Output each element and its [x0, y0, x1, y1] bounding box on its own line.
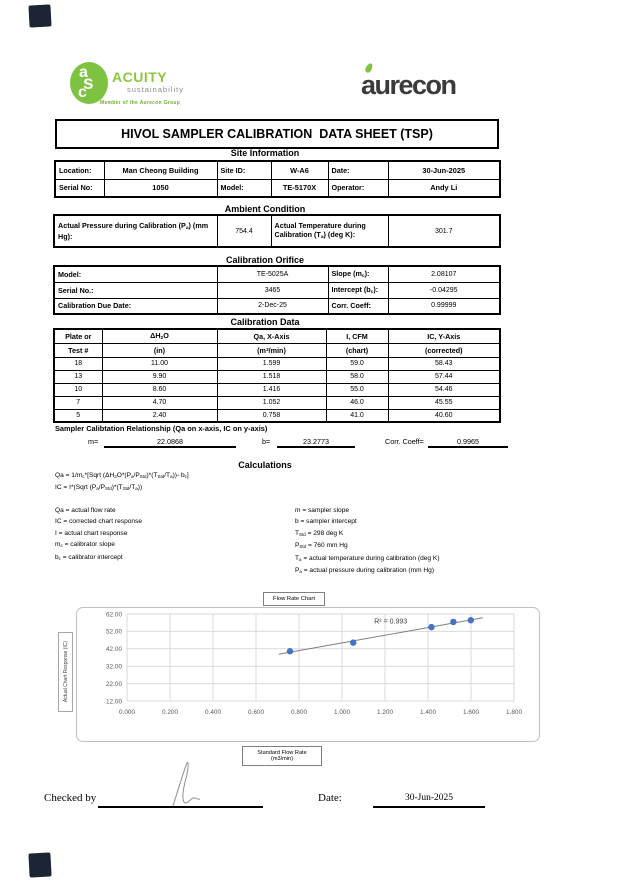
site-id-label: Site ID: — [217, 161, 271, 179]
slope-value: 2.08107 — [388, 266, 500, 282]
svg-text:R² = 0.993: R² = 0.993 — [374, 618, 408, 626]
definition-line: $P_{Std} = 760$ mm Hg — [295, 542, 348, 550]
svg-text:22.00: 22.00 — [106, 680, 122, 688]
table-header-row: Plate or $\Delta H_2O$ Qa, X-Axis I, CFM IC, Y-Axis — [54, 329, 500, 343]
standard-flow-rate-button[interactable] — [242, 746, 322, 766]
table-header-row: Test # (in) $(m^3/\min)$ (chart) (corrected) — [54, 343, 500, 357]
pressure-label: Actual Pressure during Calibration $(P_a)$ (mm Hg): — [54, 215, 217, 247]
flow-rate-chart-svg — [77, 608, 539, 741]
orifice-model-value: TE-5025A — [217, 266, 328, 282]
location-value: Man Cheong Building — [104, 161, 217, 179]
orifice-serial-label: Serial No.: — [54, 282, 217, 298]
acuity-logo-name: ACUITY — [112, 69, 168, 85]
aurecon-wordmark: aurecon — [361, 70, 456, 100]
qa-formula: $Qa = 1/m_c*[Sqrt$ $(\Delta H_2O*(P_a/P_{Std})*(T_{Std}/T_a))-$ $b_c$] — [55, 472, 189, 480]
table-row: 5 2.40 0.758 41.0 40.60 — [54, 409, 500, 422]
temperature-label: Actual Temperature during Calibration $(T_a)$ (deg K): — [271, 215, 388, 247]
sampler-corr-coeff-value: 0.9965 — [428, 437, 508, 448]
operator-label: Operator: — [328, 179, 388, 197]
flow-rate-chart-button[interactable] — [263, 592, 325, 606]
definition-line: I = actual chart response — [55, 529, 128, 537]
site-id-value: W-A6 — [271, 161, 328, 179]
table-row — [55, 161, 500, 179]
pressure-value: 754.4 — [217, 215, 271, 247]
operator-value: Andy Li — [388, 179, 500, 197]
page-title: HIVOL SAMPLER CALIBRATION DATA SHEET (TSP) — [121, 127, 433, 141]
acuity-monogram-a: a — [79, 64, 88, 81]
intercept-label: Intercept $(b_c)$: — [328, 282, 388, 298]
table-row: 13 9.90 1.518 58.0 57.44 — [54, 370, 500, 383]
svg-text:1.400: 1.400 — [420, 709, 436, 716]
corr-coeff-label: Corr. Coeff: — [328, 298, 388, 314]
definition-line: m = sampler slope — [295, 507, 350, 514]
acuity-logo-tagline: sustainability — [127, 85, 184, 94]
svg-text:0.600: 0.600 — [248, 709, 264, 716]
standard-flow-rate-label-line1: Standard Flow Rate — [257, 750, 307, 756]
svg-text:0.800: 0.800 — [291, 709, 307, 716]
serial-no-value: 1050 — [104, 179, 217, 197]
acuity-monogram-c: c — [78, 84, 87, 101]
orifice-model-label: Model: — [54, 266, 217, 282]
intercept-value: -0.04295 — [388, 282, 500, 298]
acuity-logo-circle — [70, 62, 108, 104]
ambient-condition-table — [53, 214, 501, 248]
definition-line: b = sampler intercept — [295, 518, 357, 526]
acuity-logo — [64, 58, 194, 110]
document-title-box — [55, 119, 499, 149]
sampler-corr-coeff-label: Corr. Coeff= — [385, 437, 424, 446]
definition-line: Qa = actual flow rate — [55, 507, 116, 514]
flow-rate-chart-panel — [76, 607, 540, 742]
definitions-left — [55, 505, 142, 564]
corr-coeff-value: 0.99999 — [388, 298, 500, 314]
calibration-due-date-label: Calibration Due Date: — [54, 298, 217, 314]
table-row — [54, 215, 500, 247]
m-value: 22.0868 — [104, 437, 236, 448]
checked-by-signature-line[interactable] — [98, 806, 263, 808]
definition-line: IC = corrected chart response — [55, 518, 143, 526]
page-corner-mark-bottom — [28, 852, 51, 877]
table-row — [54, 298, 500, 314]
table-row: 18 11.00 1.599 59.0 58.43 — [54, 357, 500, 370]
svg-text:1.800: 1.800 — [506, 709, 522, 716]
site-information-heading: Site Information — [230, 148, 300, 158]
svg-text:12.00: 12.00 — [106, 698, 122, 706]
b-label: b= — [262, 437, 271, 446]
ambient-condition-heading: Ambient Condition — [224, 204, 306, 214]
m-label: m= — [88, 437, 99, 446]
chart-y-axis-label-box — [58, 632, 73, 712]
definition-line: $b_c$ = calibrator intercept — [55, 553, 123, 561]
temperature-value: 301.7 — [388, 215, 500, 247]
definition-line: $m_c$ = calibrator slope — [55, 541, 115, 549]
orifice-serial-value: 3465 — [217, 282, 328, 298]
serial-no-label: Serial No: — [55, 179, 104, 197]
model-value: TE-5170X — [271, 179, 328, 197]
definition-line: $T_a$ = actual temperature during calibration (deg K) — [295, 554, 440, 562]
page-corner-mark-top — [28, 4, 51, 27]
sampler-relationship-heading: Sampler Calibtation Relationship (Qa on x-axis, IC on y-axis) — [55, 424, 268, 433]
table-row: 7 4.70 1.052 46.0 45.55 — [54, 396, 500, 409]
svg-text:1.600: 1.600 — [463, 709, 479, 716]
aurecon-logo — [360, 60, 470, 105]
footer-date-label: Date: — [318, 792, 342, 804]
site-information-table — [54, 160, 501, 198]
flow-rate-chart-button-label: Flow Rate Chart — [273, 596, 315, 602]
calibration-orifice-table — [53, 265, 501, 315]
table-row: 10 8.60 1.416 55.0 54.46 — [54, 383, 500, 396]
ic-formula: IC = I*(Sqrt $(P_a/P_{Std})*(T_{Std}/T_a)$) — [55, 484, 143, 492]
svg-text:62.00: 62.00 — [106, 611, 122, 619]
calibration-data-table — [53, 328, 501, 423]
definition-line: $P_a$ = actual pressure during calibration (mm Hg) — [295, 567, 435, 575]
svg-text:1.000: 1.000 — [334, 709, 350, 716]
table-row — [54, 266, 500, 282]
svg-text:52.00: 52.00 — [106, 628, 122, 636]
checked-by-label: Checked by — [44, 792, 97, 804]
standard-flow-rate-label-line2: (m3/min) — [270, 756, 294, 762]
b-value: 23.2773 — [277, 437, 355, 448]
svg-text:0.400: 0.400 — [205, 709, 221, 716]
date-label: Date: — [328, 161, 388, 179]
svg-text:32.00: 32.00 — [106, 663, 122, 671]
model-label: Model: — [217, 179, 271, 197]
chart-y-axis-label: Actual Chart Response (IC) — [62, 641, 69, 703]
slope-label: Slope $(m_c)$: — [328, 266, 388, 282]
svg-text:0.200: 0.200 — [162, 709, 178, 716]
svg-text:0.000: 0.000 — [119, 709, 135, 716]
svg-text:1.200: 1.200 — [377, 709, 393, 716]
acuity-logo-member-text: Member of the Aurecon Group — [100, 100, 181, 106]
calibration-data-heading: Calibration Data — [230, 317, 300, 327]
table-row — [55, 179, 500, 197]
calibration-data-body — [54, 357, 500, 422]
calculations-heading: Calculations — [238, 460, 292, 470]
date-value: 30-Jun-2025 — [388, 161, 500, 179]
calibration-orifice-heading: Calibration Orifice — [225, 255, 305, 265]
footer-date-line[interactable] — [373, 806, 485, 808]
signature-scribble — [170, 762, 210, 808]
calibration-due-date-value: 2-Dec-25 — [217, 298, 328, 314]
location-label: Location: — [55, 161, 104, 179]
footer-date-value: 30-Jun-2025 — [404, 793, 454, 803]
definitions-right — [295, 505, 440, 578]
table-row — [54, 282, 500, 298]
acuity-monogram-s: s — [83, 73, 94, 94]
svg-text:42.00: 42.00 — [106, 646, 122, 654]
definition-line: $T_{Std} = 298$ deg K — [295, 529, 344, 537]
